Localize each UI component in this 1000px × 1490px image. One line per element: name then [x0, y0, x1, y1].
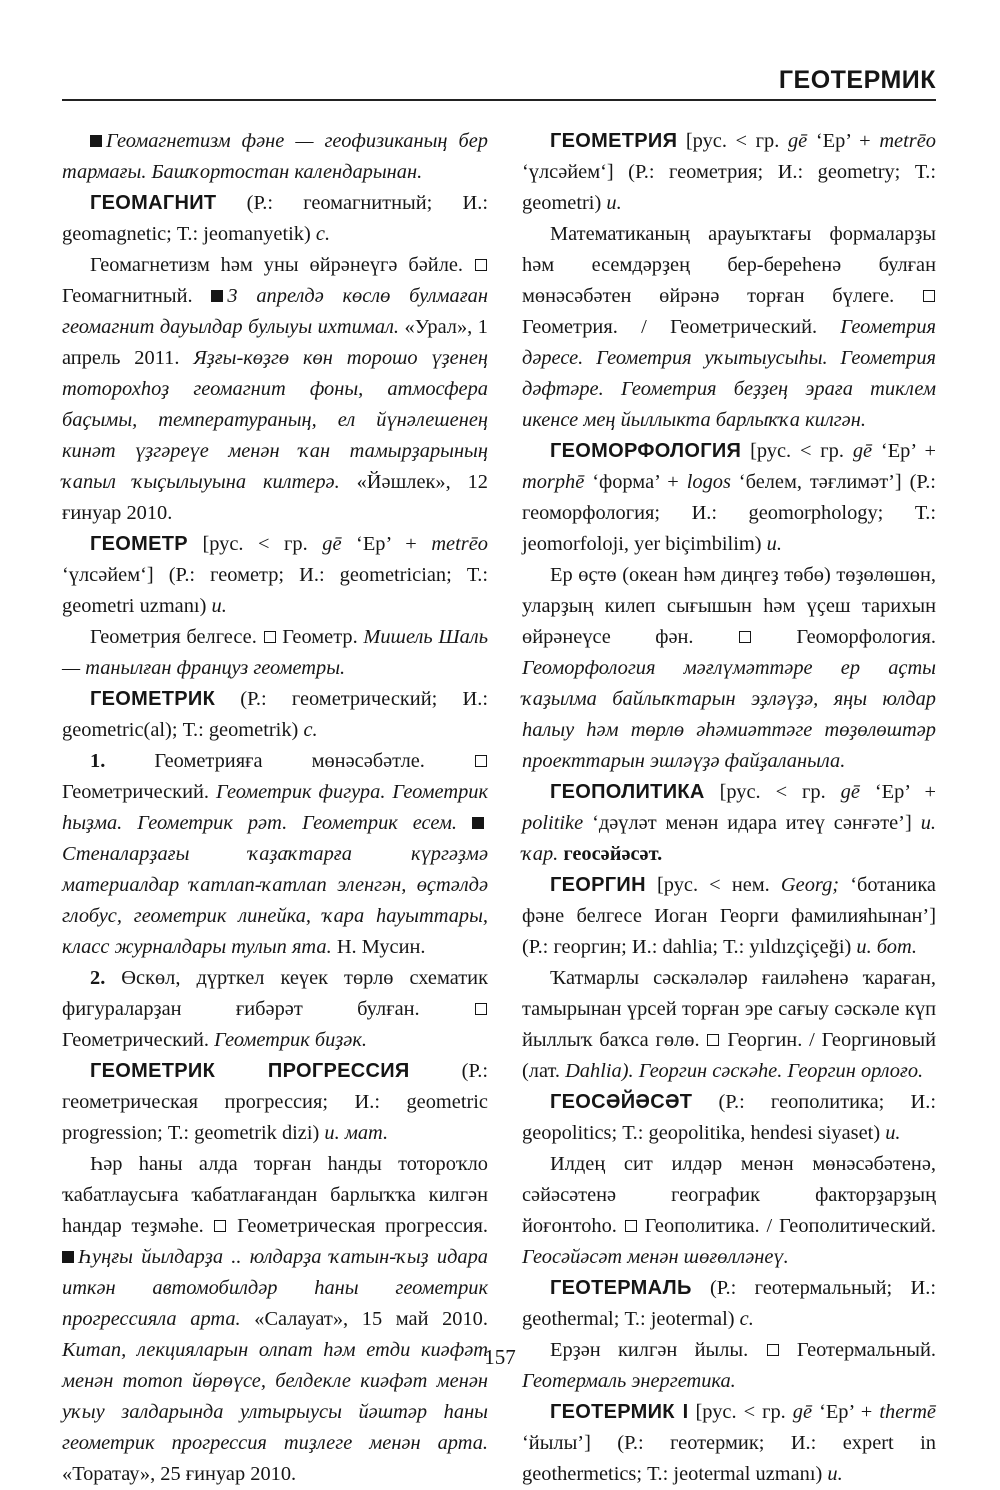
italic-text: Георгин сәскәһе. Георгин орлоғо.	[638, 1060, 924, 1082]
entry-definition	[522, 219, 936, 436]
example-marker-icon	[90, 135, 102, 147]
entry-text: Өскөл, дүрткел кеүек төрлө схематик фигураларҙан ғибәрәт булған.	[62, 967, 488, 1020]
entry-text: [рус. < нем.	[656, 874, 770, 896]
right-column	[522, 126, 936, 1490]
italic-text: gē	[792, 1401, 813, 1423]
italic-text: Яҙғы-көҙгө көн торошо үҙенең тоторохһоҙ геомагнит фоны, атмосфера баҫымы, температураның, ел йүнәлешенең кинәт үҙгәреүе менән ҡан тамырҙарының ҡапыл ҡыҫылыуына килтерә.	[62, 347, 488, 493]
headword: ГЕОМАГНИТ	[90, 192, 217, 214]
italic-text: Georg;	[780, 874, 840, 896]
entry-text: Геометр.	[282, 626, 358, 648]
entry-geometrik-progressiya	[62, 1056, 488, 1149]
derivative-marker-icon	[923, 290, 935, 302]
entry-text: ‘үлсәйем‘] (Р.: геометр; И.: geometrician; Т.: geometri uzmanı)	[62, 564, 488, 617]
entry-text: Илдең сит илдәр менән мөнәсәбәтенә, сәйәсәтенә географик факторҙарҙың йоғонтоһо.	[522, 1153, 936, 1237]
derivative-marker-icon	[475, 259, 487, 271]
derivative-marker-icon	[625, 1220, 637, 1232]
example-marker-icon	[211, 290, 223, 302]
headword: ГЕОМОРФОЛОГИЯ	[550, 440, 742, 462]
italic-text: и.	[920, 812, 936, 834]
entry-text: Геотермальный.	[796, 1339, 936, 1361]
entry-text: Геоморфология.	[796, 626, 936, 648]
entry-text: [рус. < гр.	[685, 130, 780, 152]
italic-text: Мишель Шаль — танылған француз геометры.	[62, 626, 488, 679]
italic-text: Геотермаль энергетика.	[522, 1370, 736, 1392]
italic-text: gē	[840, 781, 860, 803]
italic-text: Геометрик фигура. Геометрик һыҙма. Геометрик рәт. Геометрик есем.	[62, 781, 488, 834]
italic-text: с.	[303, 719, 318, 741]
entry-definition	[522, 1149, 936, 1273]
entry-text: (Р.: геометрический; И.: geometric(al); Т.: geometrik)	[62, 688, 488, 741]
italic-text: Китап, лекцияларын олпат һәм етди киәфәт менән тотоп йөрөүсе, белдекле киәфәт менән уҡыу залдарында ултырыусы йәштәр һаны геометрик прогрессия тиҙлеге менән арта.	[62, 1339, 488, 1454]
derivative-marker-icon	[707, 1034, 719, 1046]
italic-text: metrēo	[879, 130, 936, 152]
entry-text: Геометрия. / Геометрический.	[522, 316, 818, 338]
entry-definition	[62, 250, 488, 529]
left-column	[62, 126, 488, 1490]
headword: ГЕОМЕТРИК	[90, 688, 216, 710]
entry-geomorfologiya	[522, 436, 936, 560]
italic-text: metrēo	[431, 533, 488, 555]
entry-text: Геометрияға мөнәсәбәтле.	[154, 750, 425, 772]
entry-text: (Р.: геометрическая прогрессия; И.: geometric progression; Т.: geometrik dizi)	[62, 1060, 488, 1144]
entry-text: ‘Ер’ +	[356, 533, 417, 555]
entry-text: Георгин. / Георгиновый (лат.	[522, 1029, 936, 1082]
entry-text: Һәр һаны алда торған һанды тотороҡло ҡабатлаусыға ҡабатлағандан барлыҡҡа килгән һандар теҙмәһе.	[62, 1153, 488, 1237]
entry-text: [рус. < гр.	[719, 781, 826, 803]
headword: ГЕОСӘЙӘСӘТ	[550, 1091, 693, 1113]
entry-text: Ҡатмарлы сәскәләләр ғаиләһенә ҡараған, тамырынан үрсей торған эре сағыу сәскәле күп йыллыҡ баҡса гөлө.	[522, 967, 936, 1051]
italic-text: и.	[827, 1463, 843, 1485]
entry-text: Н. Мусин.	[336, 936, 426, 958]
entry-text: ‘дәүләт менән идара итеү сәнғәте’]	[592, 812, 912, 834]
italic-text: Геомагнетизм фәне — геофизиканың бер тармағы. Башҡортостан календарынан.	[62, 130, 488, 183]
italic-text: Геометрия дәресе. Геометрия уҡытыусыһы. Геометрия дәфтәре. Геометрия беҙҙең эраға тиклем икенсе мең йыллыкта барлыҡҡа килгән.	[522, 316, 936, 431]
italic-text: и.	[766, 533, 782, 555]
example-marker-icon	[62, 1251, 74, 1263]
entry-sense-2	[62, 963, 488, 1056]
entry-text: Геомагнитный.	[62, 285, 193, 307]
derivative-marker-icon	[214, 1220, 226, 1232]
entry-example	[62, 126, 488, 188]
entry-text: ‘Ер’ +	[874, 781, 936, 803]
entry-text: «Торатау», 25 ғинуар 2010.	[62, 1463, 297, 1485]
italic-text: с.	[739, 1308, 754, 1330]
entry-text: Геополитика. / Геополитический.	[644, 1215, 936, 1237]
italic-text: и.	[885, 1122, 901, 1144]
italic-text: 3 апрелдә көслө булмаған геомагнит дауылдар булыуы ихтимал.	[62, 285, 488, 338]
entry-geometrik	[62, 684, 488, 746]
entry-text: ‘форма’ +	[592, 471, 679, 493]
entry-text: «Урал», 1 апрель 2011.	[62, 316, 488, 369]
example-marker-icon	[472, 817, 484, 829]
running-head: ГЕОТЕРМИК	[778, 66, 936, 94]
entry-text: «Йәшлек», 12 ғинуар 2010.	[62, 471, 488, 524]
entry-text: «Салауат», 15 май 2010.	[254, 1308, 488, 1330]
headword: ГЕОТЕРМИК І	[550, 1401, 689, 1423]
italic-text: politike	[522, 812, 584, 834]
entry-definition	[62, 622, 488, 684]
entry-text: Геометрический.	[62, 1029, 210, 1051]
entry-text: [рус. < гр.	[202, 533, 308, 555]
italic-text: Dahlia).	[565, 1060, 634, 1082]
derivative-marker-icon	[264, 631, 276, 643]
entry-text: Геометрия белгесе.	[90, 626, 257, 648]
entry-text: Математиканың арауыҡтағы формаларҙы һәм есемдәрҙең бер-береһенә булған мөнәсәбәтен өйрәнә торған бүлеге.	[522, 223, 936, 307]
italic-text: Геометрик биҙәк.	[214, 1029, 367, 1051]
entry-text: (Р.: геополитика; И.: geopolitics; Т.: geopolitika, hendesi siyaset)	[522, 1091, 936, 1144]
italic-text: morphē	[522, 471, 585, 493]
entry-sense-1	[62, 746, 488, 963]
italic-text: logos	[686, 471, 731, 493]
entry-text: ‘ботаника фәне белгесе Иоган Георги фамилияһынан’] (Р.: георгин; И.: dahlia; Т.: yıldızçiçeği)	[522, 874, 936, 958]
entry-geotermal	[522, 1273, 936, 1335]
italic-text: gē	[852, 440, 873, 462]
headword: ГЕОТЕРМАЛЬ	[550, 1277, 692, 1299]
cross-reference: геосәйәсәт.	[563, 843, 663, 865]
entry-definition	[62, 1149, 488, 1490]
headword: ГЕОРГИН	[550, 874, 646, 896]
headword: ГЕОМЕТРИЯ	[550, 130, 678, 152]
entry-text: Ерҙән килгән йылы.	[550, 1339, 749, 1361]
sense-number: 1.	[90, 750, 106, 772]
italic-text: и. бот.	[856, 936, 918, 958]
entry-text: Геомагнетизм һәм уны өйрәнеүгә бәйле.	[90, 254, 464, 276]
italic-text: gē	[787, 130, 808, 152]
entry-definition	[522, 963, 936, 1087]
italic-text: и. мат.	[324, 1122, 389, 1144]
sense-number: 2.	[90, 967, 106, 989]
entry-text: [рус. < гр.	[695, 1401, 786, 1423]
entry-text: Геометрическая прогрессия.	[237, 1215, 488, 1237]
entry-text: ‘Ер’ +	[880, 440, 936, 462]
italic-text: Геосәйәсәт менән шөғөлләнеү.	[522, 1246, 789, 1268]
entry-geomagnit	[62, 188, 488, 250]
entry-text: Геометрический.	[62, 781, 210, 803]
header-rule	[62, 99, 936, 101]
entry-geometriya	[522, 126, 936, 219]
italic-text: gē	[322, 533, 342, 555]
italic-text: Стеналарҙағы ҡаҙаҡтарға күргәҙмә материалдар ҡатлап-ҡатлап эленгән, өҫтәлдә глобус, геометрик линейка, ҡара һауыттары, класс журналдары тулып ята.	[62, 843, 488, 958]
entry-geopolitika	[522, 777, 936, 870]
entry-georgin	[522, 870, 936, 963]
entry-text: [рус. < гр.	[750, 440, 844, 462]
entry-text: ‘үлсәйем‘] (Р.: геометрия; И.: geometry; Т.: geometri)	[522, 161, 936, 214]
italic-text: thermē	[879, 1401, 936, 1423]
derivative-marker-icon	[739, 631, 751, 643]
entry-text: (Р.: геотермальный; И.: geothermal; Т.: jeotermal)	[522, 1277, 936, 1330]
italic-text: и.	[211, 595, 227, 617]
italic-text: Геоморфология мәғлүмәттәре ер аҫты ҡаҙылма байлыҡтарын эҙләүҙә, яңы юлдар һалыу һәм төрлө әһәмиәттәге төҙөлөштәр проекттарын эшләүҙә файҙаланыла.	[522, 657, 936, 772]
derivative-marker-icon	[475, 1003, 487, 1015]
derivative-marker-icon	[475, 755, 487, 767]
entry-text: ‘Ер’ +	[819, 1401, 873, 1423]
entry-definition	[522, 560, 936, 777]
entry-text: ‘белем, тәғлимәт’] (Р.: геоморфология; И.: geomorphology; Т.: jeomorfoloji, yer biçimbilim)	[522, 471, 936, 555]
entry-geometr	[62, 529, 488, 622]
entry-text: ‘йылы’] (Р.: геотермик; И.: expert in geothermetics; Т.: jeotermal uzmanı)	[522, 1432, 936, 1485]
entry-text: (Р.: геомагнитный; И.: geomagnetic; Т.: jeomanyetik)	[62, 192, 488, 245]
italic-text: ҡар.	[522, 843, 559, 865]
page-number: 157	[484, 1345, 516, 1369]
entry-geosayasat	[522, 1087, 936, 1149]
entry-text: Ер өҫтө (океан һәм диңгеҙ төбө) төҙөлөшөн, уларҙың килеп сығышын һәм үҫеш тарихын өйрәнеүсе фән.	[522, 564, 936, 648]
italic-text: Һуңғы йылдарҙа .. юлдарҙа ҡатын-ҡыҙ идара иткән автомобилдәр һаны геометрик прогрессияла арта.	[62, 1246, 488, 1330]
entry-geotermik-1	[522, 1397, 936, 1490]
headword: ГЕОПОЛИТИКА	[550, 781, 705, 803]
headword: ГЕОМЕТРИК ПРОГРЕССИЯ	[90, 1060, 410, 1082]
italic-text: и.	[606, 192, 622, 214]
italic-text: с.	[315, 223, 331, 245]
entry-text: ‘Ер’ +	[815, 130, 871, 152]
headword: ГЕОМЕТР	[90, 533, 188, 555]
